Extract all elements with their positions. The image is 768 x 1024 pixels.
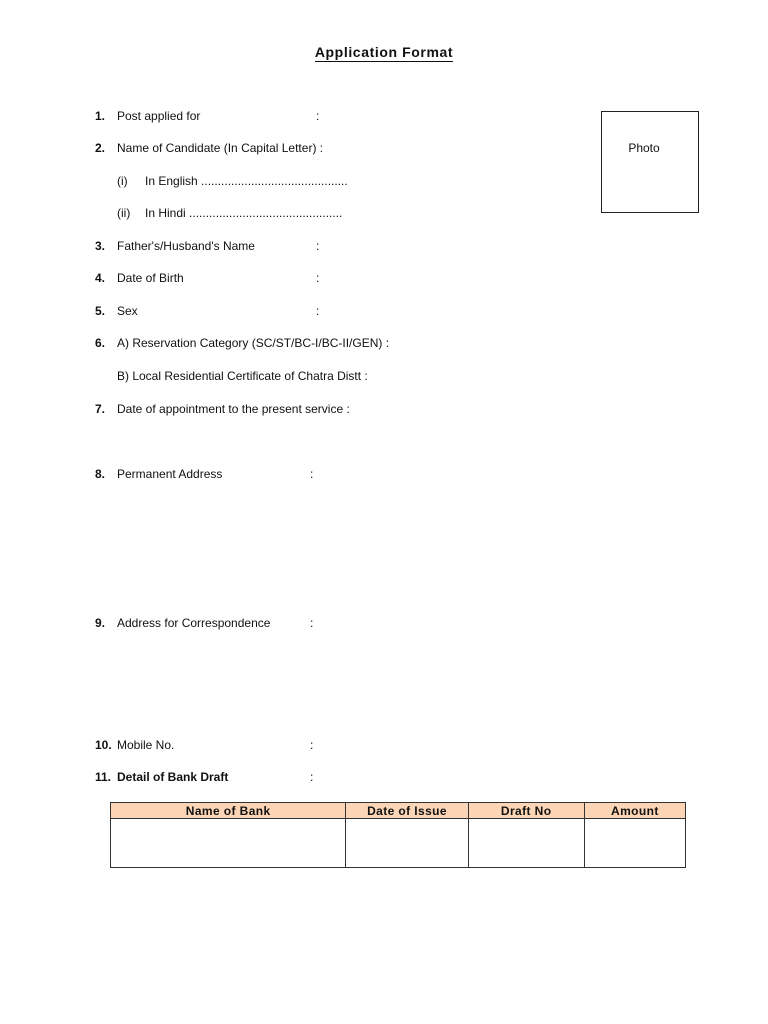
cell-name-of-bank[interactable] xyxy=(111,819,346,868)
field-colon: : xyxy=(316,239,320,253)
field-label: Sex xyxy=(117,304,138,318)
field-colon: : xyxy=(316,304,320,318)
field-colon: : xyxy=(310,616,314,630)
field-label: Permanent Address xyxy=(117,467,223,481)
form-title xyxy=(0,44,768,60)
field-number: 5. xyxy=(95,304,106,318)
field-label: Date of Birth xyxy=(117,271,184,285)
field-label: Name of Candidate (In Capital Letter) : xyxy=(117,141,324,155)
field-number: 4. xyxy=(95,271,106,285)
sub-field-label: In Hindi .............................................. xyxy=(145,206,343,220)
photo-label: Photo xyxy=(628,141,660,155)
sub-field-number: (ii) xyxy=(117,206,131,220)
photo-box xyxy=(601,111,699,213)
field-number: 1. xyxy=(95,109,106,123)
cell-draft-no[interactable] xyxy=(468,819,584,868)
field-colon: : xyxy=(316,109,320,123)
field-label: B) Local Residential Certificate of Chatra Distt : xyxy=(117,369,368,383)
cell-date-of-issue[interactable] xyxy=(346,819,468,868)
field-colon: : xyxy=(316,271,320,285)
table-header-row xyxy=(111,803,686,819)
field-colon: : xyxy=(310,738,314,752)
sub-field-number: (i) xyxy=(117,174,128,188)
field-label: Post applied for xyxy=(117,109,201,123)
column-header-date-of-issue: Date of Issue xyxy=(346,803,468,819)
field-number: 3. xyxy=(95,239,106,253)
field-number: 11. xyxy=(95,770,112,784)
field-label: Mobile No. xyxy=(117,738,175,752)
column-header-amount: Amount xyxy=(584,803,685,819)
field-number: 2. xyxy=(95,141,106,155)
field-label: Detail of Bank Draft xyxy=(117,770,229,784)
field-label: Address for Correspondence xyxy=(117,616,271,630)
field-number: 7. xyxy=(95,402,106,416)
field-label: Father's/Husband's Name xyxy=(117,239,255,253)
field-number: 6. xyxy=(95,336,106,350)
field-label: Date of appointment to the present service : xyxy=(117,402,350,416)
field-colon: : xyxy=(310,770,314,784)
field-number: 8. xyxy=(95,467,106,481)
form-title-text: Application Format xyxy=(314,44,454,60)
field-colon: : xyxy=(310,467,314,481)
sub-field-label: In English ............................................ xyxy=(145,174,348,188)
column-header-draft-no: Draft No xyxy=(468,803,584,819)
field-number: 10. xyxy=(95,738,112,752)
field-label: A) Reservation Category (SC/ST/BC-I/BC-II/GEN) : xyxy=(117,336,390,350)
column-header-name-of-bank: Name of Bank xyxy=(111,803,346,819)
table-row xyxy=(111,819,686,868)
bank-draft-table xyxy=(110,802,686,868)
field-number: 9. xyxy=(95,616,106,630)
cell-amount[interactable] xyxy=(584,819,685,868)
